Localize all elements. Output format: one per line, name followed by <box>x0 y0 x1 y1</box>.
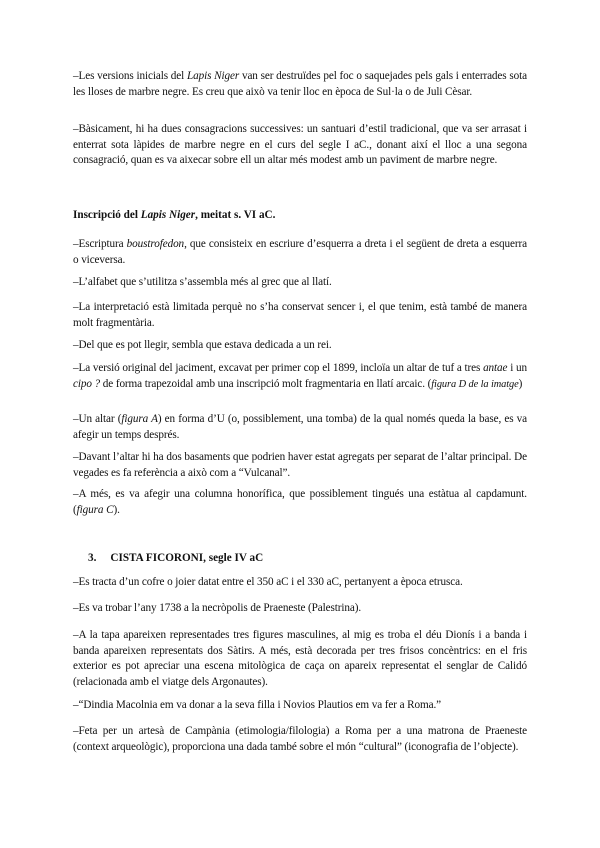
heading-text: , meitat s. VI aC. <box>195 209 276 221</box>
intro-paragraph-1 <box>73 69 527 100</box>
italic-term: Lapis Niger <box>140 209 196 221</box>
inscription-paragraph-1 <box>73 237 527 268</box>
inscription-paragraph-8 <box>73 487 527 518</box>
text-run: –Escriptura <box>73 238 127 250</box>
figure-reference: figura D de la imatge <box>431 378 519 390</box>
inscription-paragraph-7: –Davant l’altar hi ha dos basaments que podrien haver estat agregats per separat de l’altar principal. De vegades es fa referència a això com a “Vulcanal”. <box>73 451 527 479</box>
text-run: –Un altar ( <box>73 413 122 425</box>
cista-paragraph-5: –Feta per un artesà de Campània (etimologia/filologia) a Roma per a una matrona de Praeneste (context arqueològic), proporciona una dada també sobre el món “cultural” (iconografia de l’objecte). <box>73 725 527 753</box>
cista-paragraph-3: –A la tapa apareixen representades tres figures masculines, al mig es troba el déu Dionís i a banda i banda apareixen representats dos Sàtirs. A més, està decorada per tres frisos concèntrics: en el fris exterior es pot apreciar una escena mitològica de caça on apareix representat el senglar de Calidó (relacionada amb el viatge dels Argonautes). <box>73 629 527 688</box>
text-run: de forma trapezoidal amb una inscripció molt fragmentaria en llatí arcaic. ( <box>100 377 432 390</box>
inscription-paragraph-6 <box>73 412 527 443</box>
italic-term: cipo ? <box>73 377 101 390</box>
italic-term: antae <box>483 362 508 374</box>
section-3-heading <box>88 551 263 567</box>
text-run: van ser destruïdes pel foc o saquejades pels gals i enterrades sota les lloses de marbre negre. Es creu que això va tenir lloc en època de Sul·la o de Juli Cèsar. <box>73 70 527 98</box>
section-number: 3. <box>88 552 97 564</box>
section-title: CISTA FICORONI, segle IV aC <box>110 552 264 564</box>
intro-paragraph-2: –Bàsicament, hi ha dues consagracions successives: un santuari d’estil tradicional, que va ser arrasat i enterrat sota làpides de marbre negre en el curs del segle I aC., donant així el lloc a una segona consagració, quan es va aixecar sobre ell un altar més modest amb un paviment de marbre negre. <box>73 123 527 167</box>
text-run: –Les versions inicials del <box>73 70 187 82</box>
cista-paragraph-4: –“Dindia Macolnia em va donar a la seva filla i Novios Plautios em va fer a Roma.” <box>73 699 442 711</box>
cista-paragraph-2: –Es va trobar l’any 1738 a la necròpolis de Praeneste (Palestrina). <box>73 602 362 614</box>
text-run: –A més, es va afegir una columna honorífica, que possiblement tingués una estàtua al capdamunt. ( <box>73 488 527 516</box>
figure-reference: figura A <box>121 413 158 425</box>
inscription-heading <box>73 208 527 224</box>
text-run: ) en forma d’U (o, possiblement, una tomba) de la qual només queda la base, es va afegir un temps després. <box>73 413 528 441</box>
heading-text: Inscripció del <box>73 209 141 221</box>
text-run: –La versió original del jaciment, excavat per primer cop el 1899, incloïa un altar de tuf a tres <box>73 362 484 374</box>
text-run: i un <box>507 362 527 374</box>
cista-paragraph-1: –Es tracta d’un cofre o joier datat entre el 350 aC i el 330 aC, pertanyent a època etrusca. <box>73 576 463 588</box>
text-run: ). <box>113 503 120 516</box>
figure-reference: figura C <box>76 503 114 516</box>
italic-term: Lapis Niger <box>186 70 240 82</box>
inscription-paragraph-2: –L’alfabet que s’utilitza s’assembla més al grec que al llatí. <box>73 276 332 288</box>
text-run: ) <box>518 377 523 390</box>
text-run: , que consisteix en escriure d’esquerra a dreta i el següent de dreta a esquerra o viceversa. <box>73 238 527 266</box>
inscription-paragraph-4: –Del que es pot llegir, sembla que estava dedicada a un rei. <box>73 339 332 351</box>
inscription-paragraph-5 <box>73 361 527 392</box>
italic-term: boustrofedon <box>126 238 185 250</box>
inscription-paragraph-3: –La interpretació està limitada perquè no s’ha conservat sencer i, el que tenim, està també de manera molt fragmentària. <box>73 301 527 329</box>
